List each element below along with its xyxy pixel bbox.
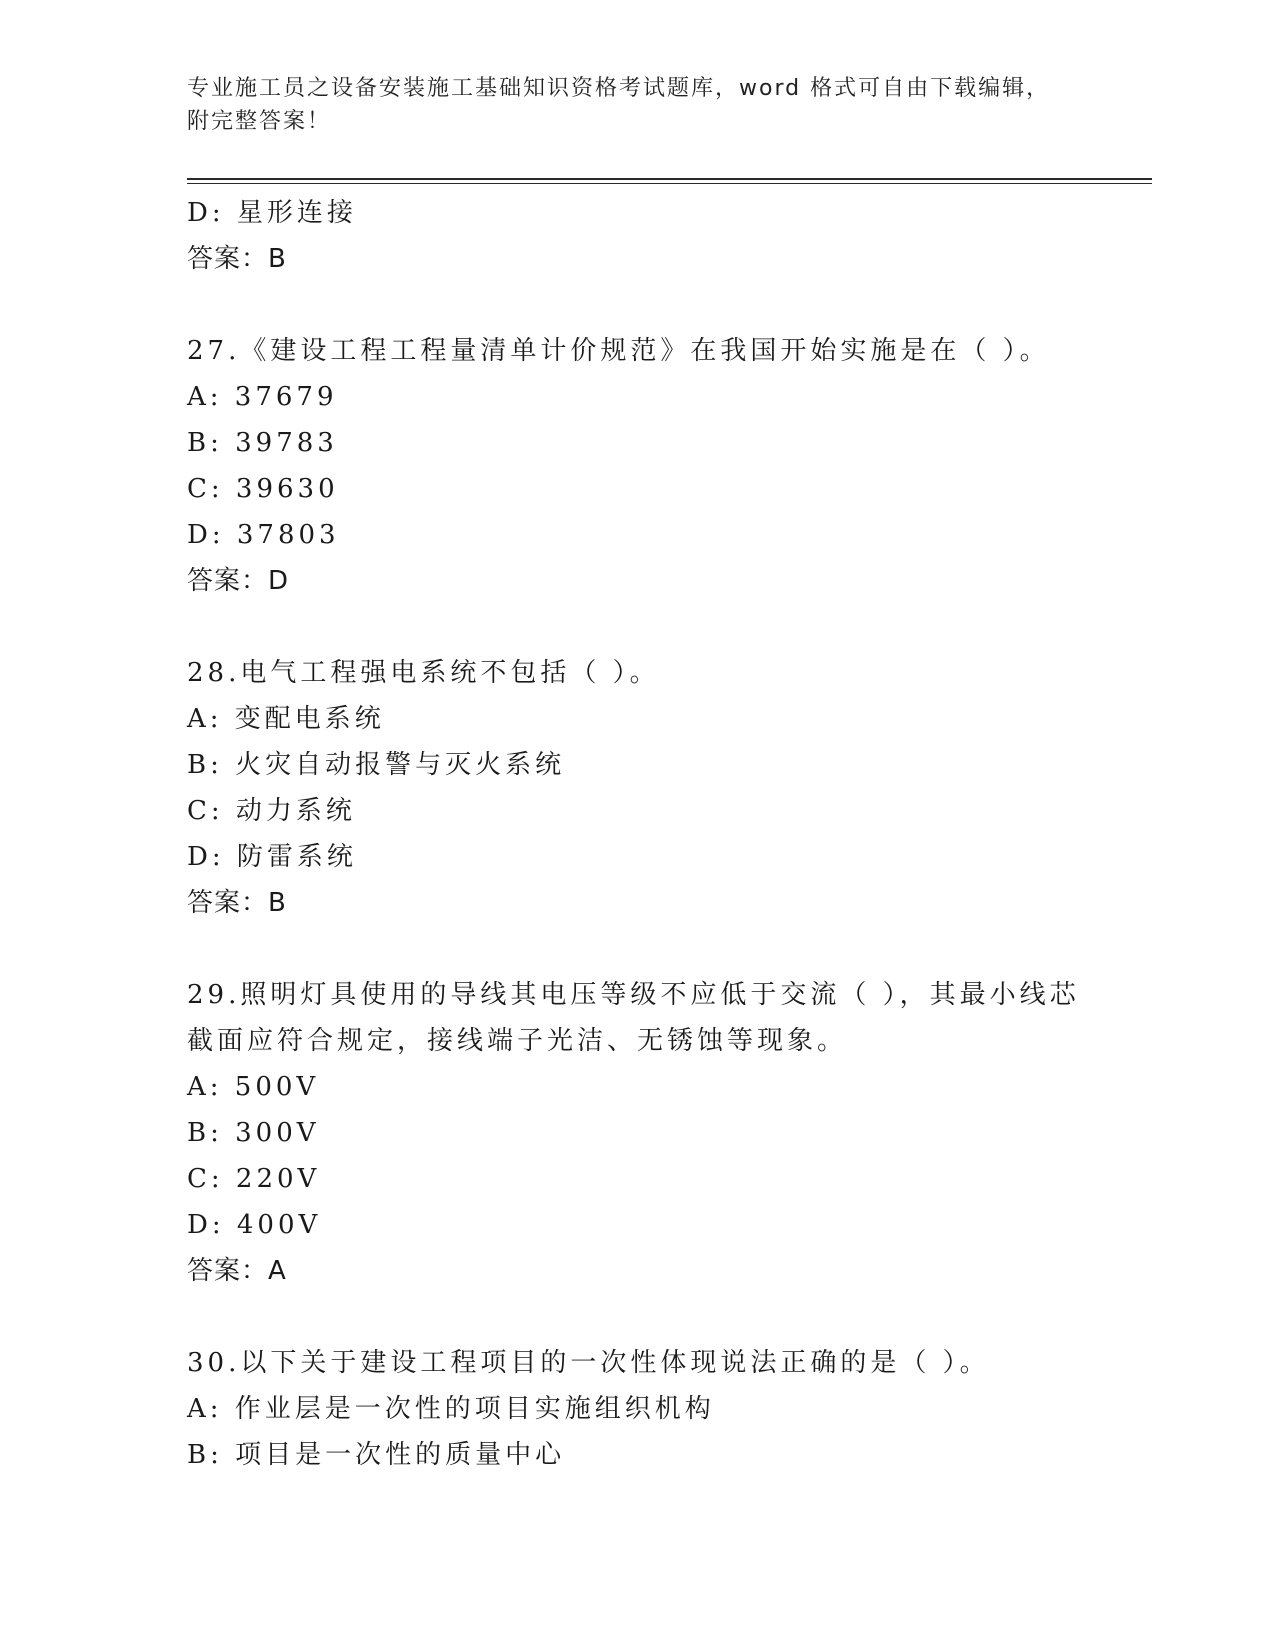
option-a: A: 作业层是一次性的项目实施组织机构 <box>187 1394 715 1424</box>
option-c: C: 220V <box>187 1164 321 1194</box>
spacer <box>187 926 1087 972</box>
option-a: A: 500V <box>187 1072 320 1102</box>
header-line-1: 专业施工员之设备安装施工基础知识资格考试题库，word 格式可自由下载编辑， <box>187 76 1051 101</box>
option-d: D: 400V <box>187 1210 322 1240</box>
option-d: D: 37803 <box>187 520 340 550</box>
option-b: B: 300V <box>187 1118 320 1148</box>
question-list <box>187 190 1087 1478</box>
header-divider-thin <box>187 183 1152 184</box>
option-c: C: 39630 <box>187 474 339 504</box>
question-block-30 <box>187 1340 1087 1478</box>
question-stem: 30.以下关于建设工程项目的一次性体现说法正确的是（ ）。 <box>187 1348 990 1378</box>
answer-line: 答案：A <box>187 1256 287 1286</box>
option-b: B: 火灾自动报警与灭火系统 <box>187 750 566 780</box>
option-d: D: 星形连接 <box>187 198 357 228</box>
spacer <box>187 1294 1087 1340</box>
question-stem-line-1: 29.照明灯具使用的导线其电压等级不应低于交流（ ），其最小线芯 <box>187 980 1080 1010</box>
option-d: D: 防雷系统 <box>187 842 357 872</box>
answer-line: 答案：B <box>187 244 287 274</box>
answer-line: 答案：B <box>187 888 287 918</box>
question-block-29 <box>187 972 1087 1294</box>
question-stem: 27.《建设工程工程量清单计价规范》在我国开始实施是在（ ）。 <box>187 336 1050 366</box>
spacer <box>187 604 1087 650</box>
question-block-28 <box>187 650 1087 926</box>
question-stem-line-2: 截面应符合规定，接线端子光洁、无锈蚀等现象。 <box>187 1026 848 1056</box>
option-b: B: 项目是一次性的质量中心 <box>187 1440 566 1470</box>
question-block-26 <box>187 190 1087 282</box>
option-c: C: 动力系统 <box>187 796 356 826</box>
answer-line: 答案：D <box>187 566 290 596</box>
question-stem: 28.电气工程强电系统不包括（ ）。 <box>187 658 660 688</box>
option-a: A: 37679 <box>187 382 338 412</box>
option-b: B: 39783 <box>187 428 338 458</box>
question-block-27 <box>187 328 1087 604</box>
spacer <box>187 282 1087 328</box>
header-divider-thick <box>187 178 1152 180</box>
document-header <box>187 72 1067 138</box>
header-line-2: 附完整答案！ <box>187 109 332 134</box>
option-a: A: 变配电系统 <box>187 704 385 734</box>
